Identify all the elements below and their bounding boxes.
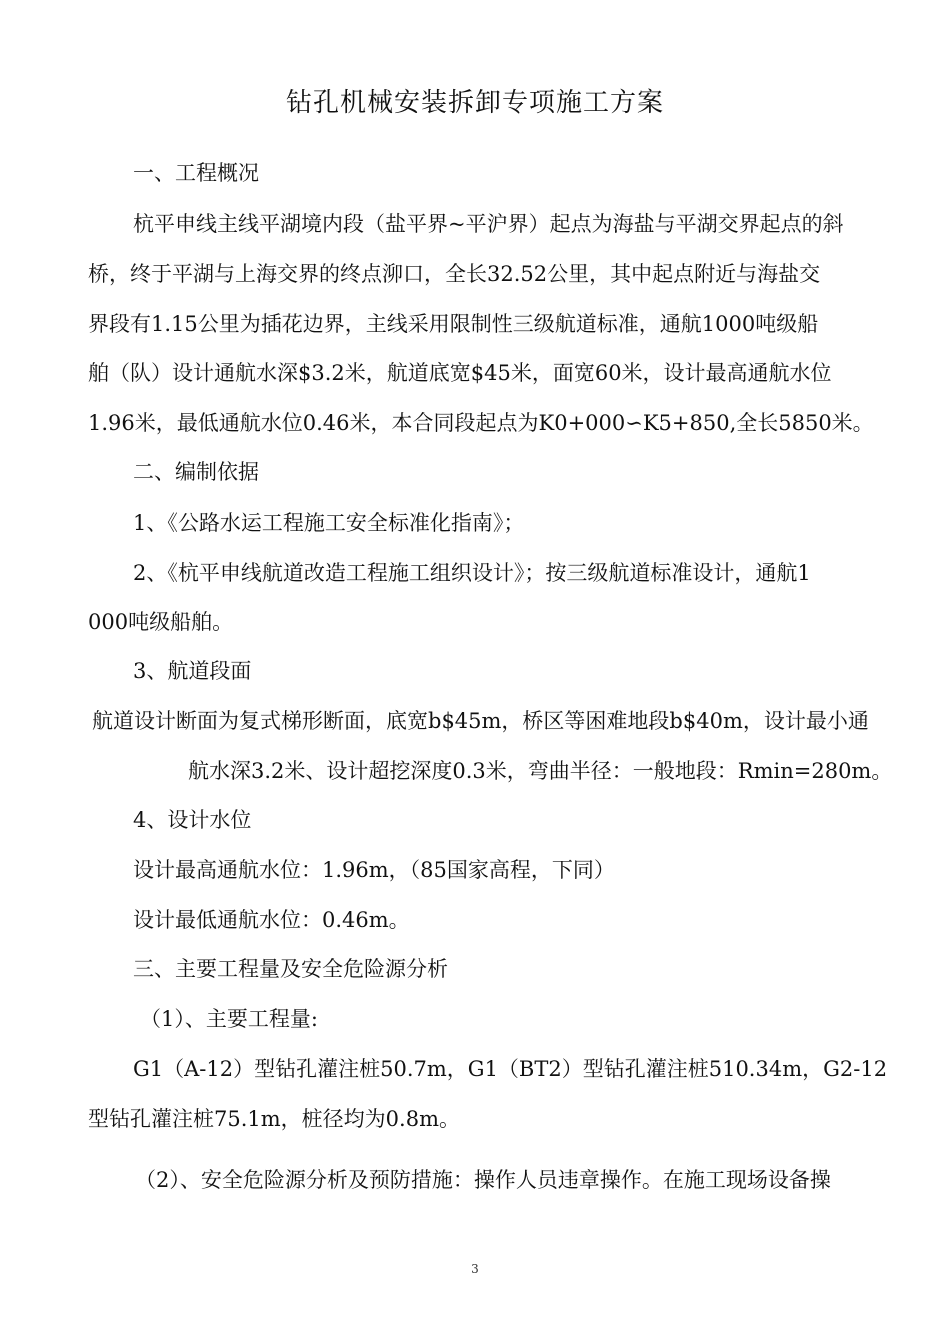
water-level-line: 设计最低通航水位：0.46m。	[133, 908, 410, 932]
section-heading-quantities: 三、主要工程量及安全危险源分析	[133, 957, 448, 981]
basis-item-3-heading: 3、航道段面	[133, 659, 252, 683]
paragraph-line: 桥，终于平湖与上海交界的终点泖口，全长32.52公里，其中起点附近与海盐交	[88, 262, 821, 286]
page-number: 3	[471, 1262, 479, 1276]
quantities-line: 型钻孔灌注桩75.1m，桩径均为0.8m。	[88, 1107, 460, 1131]
section-heading-basis: 二、编制依据	[133, 460, 259, 484]
paragraph-line: 杭平申线主线平湖境内段（盐平界~平沪界）起点为海盐与平湖交界起点的斜	[133, 212, 844, 236]
paragraph-line: 界段有1.15公里为插花边界，主线采用限制性三级航道标准，通航1000吨级船	[88, 312, 819, 336]
water-level-line: 设计最高通航水位：1.96m，（85国家高程，下同）	[133, 858, 615, 882]
paragraph-line: 1.96米，最低通航水位0.46米，本合同段起点为K0+000∽K5+850,全长5850米。	[88, 411, 874, 435]
hazard-analysis-line: （2）、安全危险源分析及预防措施：操作人员违章操作。在施工现场设备操	[135, 1168, 831, 1192]
basis-item-2-line: 000吨级船舶。	[88, 610, 234, 634]
subsection-heading-quantities: （1）、主要工程量:	[140, 1007, 318, 1031]
paragraph-line: 舶（队）设计通航水深$3.2米，航道底宽$45米，面宽60米，设计最高通航水位	[88, 361, 832, 385]
document-title: 钻孔机械安装拆卸专项施工方案	[285, 88, 664, 118]
basis-item-2-line: 2、《杭平申线航道改造工程施工组织设计》；按三级航道标准设计，通航1	[133, 561, 811, 585]
section-heading-overview: 一、工程概况	[133, 161, 259, 185]
basis-item-3-line: 航水深3.2米、设计超挖深度0.3米，弯曲半径：一般地段：Rmin=280m。	[188, 759, 893, 783]
basis-item-4-heading: 4、设计水位	[133, 808, 252, 832]
quantities-line: G1（A-12）型钻孔灌注桩50.7m，G1（BT2）型钻孔灌注桩510.34m，G2-12	[133, 1057, 888, 1081]
basis-item-3-line: 航道设计断面为复式梯形断面，底宽b$45m，桥区等困难地段b$40m，设计最小通	[92, 709, 869, 733]
basis-item-1: 1、《公路水运工程施工安全标准化指南》；	[133, 511, 525, 535]
